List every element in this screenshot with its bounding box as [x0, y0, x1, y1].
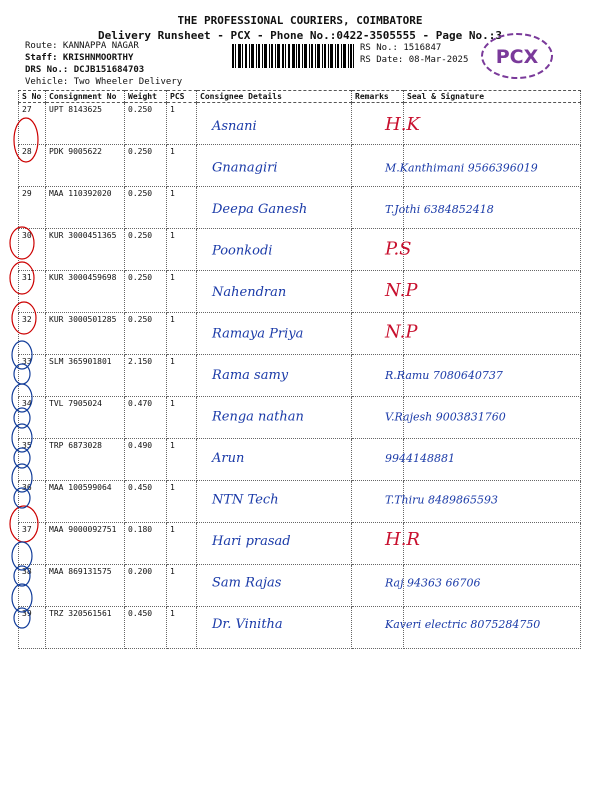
pcs-cell: 1: [167, 523, 197, 565]
weight-cell: 2.150: [125, 355, 167, 397]
weight-cell: 0.250: [125, 229, 167, 271]
col-pcs: PCS: [167, 91, 197, 103]
weight-cell: 0.250: [125, 271, 167, 313]
weight-cell: 0.180: [125, 523, 167, 565]
signature-handwriting: H.K: [385, 114, 420, 135]
consignment-cell: TRZ 320561561: [46, 607, 125, 649]
pcs-cell: 1: [167, 313, 197, 355]
pcs-cell: 1: [167, 271, 197, 313]
pcs-cell: 1: [167, 103, 197, 145]
consignee-handwriting: Rama samy: [212, 368, 289, 383]
consignment-cell: TVL 7905024: [46, 397, 125, 439]
sno-cell: 31: [19, 271, 46, 313]
signature-handwriting: R.Ramu 7080640737: [385, 369, 503, 382]
signature-handwriting: P.S: [385, 238, 412, 260]
consignee-handwriting: Gnanagiri: [212, 160, 278, 176]
pcs-cell: 1: [167, 565, 197, 607]
consignment-cell: PDK 9005622: [46, 145, 125, 187]
signature-handwriting: M.Kanthimani 9566396019: [385, 161, 538, 175]
sno-cell: 28: [19, 145, 46, 187]
staff-label: Staff: KRISHNMOORTHY: [25, 53, 134, 63]
sno-cell: 37: [19, 523, 46, 565]
consignment-cell: MAA 110392020: [46, 187, 125, 229]
consignment-cell: KUR 3000459698: [46, 271, 125, 313]
col-consignee: Consignee Details: [197, 91, 352, 103]
red-circle-marks: [10, 118, 38, 542]
consignment-cell: MAA 869131575: [46, 565, 125, 607]
pcs-cell: 1: [167, 439, 197, 481]
weight-cell: 0.250: [125, 187, 167, 229]
runsheet-subtitle: Delivery Runsheet - PCX - Phone No.:0422-3505555 - Page No.:3: [98, 29, 502, 42]
consignee-handwriting: Renga nathan: [212, 409, 304, 425]
consignee-handwriting: Poonkodi: [212, 243, 273, 259]
weight-cell: 0.250: [125, 313, 167, 355]
pcs-cell: 1: [167, 607, 197, 649]
signature-handwriting: 9944148881: [385, 452, 455, 465]
col-sno: S No: [19, 91, 46, 103]
weight-cell: 0.250: [125, 145, 167, 187]
pcs-cell: 1: [167, 145, 197, 187]
weight-cell: 0.490: [125, 439, 167, 481]
col-weight: Weight: [125, 91, 167, 103]
sno-cell: 38: [19, 565, 46, 607]
weight-cell: 0.470: [125, 397, 167, 439]
blue-circle-marks: [12, 341, 32, 628]
pcs-cell: 1: [167, 397, 197, 439]
stamp-text: PCX: [495, 46, 539, 68]
sno-cell: 35: [19, 439, 46, 481]
rs-date: RS Date: 08-Mar-2025: [360, 55, 469, 65]
signature-handwriting: N.P: [385, 280, 418, 301]
consignment-cell: SLM 365901801: [46, 355, 125, 397]
signature-handwriting: T.Jothi 6384852418: [385, 203, 494, 216]
sno-cell: 36: [19, 481, 46, 523]
consignment-cell: UPT 8143625: [46, 103, 125, 145]
weight-cell: 0.200: [125, 565, 167, 607]
weight-cell: 0.450: [125, 607, 167, 649]
weight-cell: 0.250: [125, 103, 167, 145]
drs-label: DRS No.: DCJB151684703: [25, 65, 145, 75]
col-consignment: Consignment No: [46, 91, 125, 103]
pcs-cell: 1: [167, 187, 197, 229]
col-signature: Seal & Signature: [404, 91, 581, 103]
company-title: THE PROFESSIONAL COURIERS, COIMBATORE: [177, 14, 423, 27]
col-remarks: Remarks: [352, 91, 404, 103]
sno-cell: 34: [19, 397, 46, 439]
sno-cell: 33: [19, 355, 46, 397]
signature-handwriting: T.Thiru 8489865593: [385, 493, 498, 507]
consignee-handwriting: Nahendran: [212, 285, 287, 300]
pcs-cell: 1: [167, 355, 197, 397]
consignee-handwriting: Deepa Ganesh: [212, 202, 308, 217]
signature-handwriting: Raj 94363 66706: [385, 576, 481, 590]
rs-number: RS No.: 1516847: [360, 43, 442, 53]
pcs-cell: 1: [167, 229, 197, 271]
consignment-cell: MAA 9000092751: [46, 523, 125, 565]
route-label: Route: KANNAPPA NAGAR: [25, 41, 139, 51]
sno-cell: 39: [19, 607, 46, 649]
consignee-handwriting: Arun: [212, 451, 245, 466]
sno-cell: 32: [19, 313, 46, 355]
signature-handwriting: V.Rajesh 9003831760: [385, 410, 506, 424]
consignee-handwriting: Asnani: [212, 119, 257, 134]
consignment-cell: TRP 6873028: [46, 439, 125, 481]
vehicle-label: Vehicle: Two Wheeler Delivery: [25, 77, 183, 87]
consignment-cell: MAA 100599064: [46, 481, 125, 523]
consignee-handwriting: Dr. Vinitha: [212, 617, 283, 632]
signature-handwriting: N.P: [385, 321, 418, 343]
sno-cell: 30: [19, 229, 46, 271]
signature-handwriting: Kaveri electric 8075284750: [385, 618, 541, 631]
consignment-cell: KUR 3000451365: [46, 229, 125, 271]
pcs-cell: 1: [167, 481, 197, 523]
consignee-handwriting: Hari prasad: [212, 534, 291, 549]
consignee-handwriting: Ramaya Priya: [212, 326, 304, 342]
consignment-cell: KUR 3000501285: [46, 313, 125, 355]
sno-cell: 27: [19, 103, 46, 145]
signature-handwriting: H.R: [385, 529, 420, 550]
consignee-handwriting: NTN Tech: [212, 492, 279, 508]
sno-cell: 29: [19, 187, 46, 229]
consignee-handwriting: Sam Rajas: [212, 575, 282, 591]
weight-cell: 0.450: [125, 481, 167, 523]
